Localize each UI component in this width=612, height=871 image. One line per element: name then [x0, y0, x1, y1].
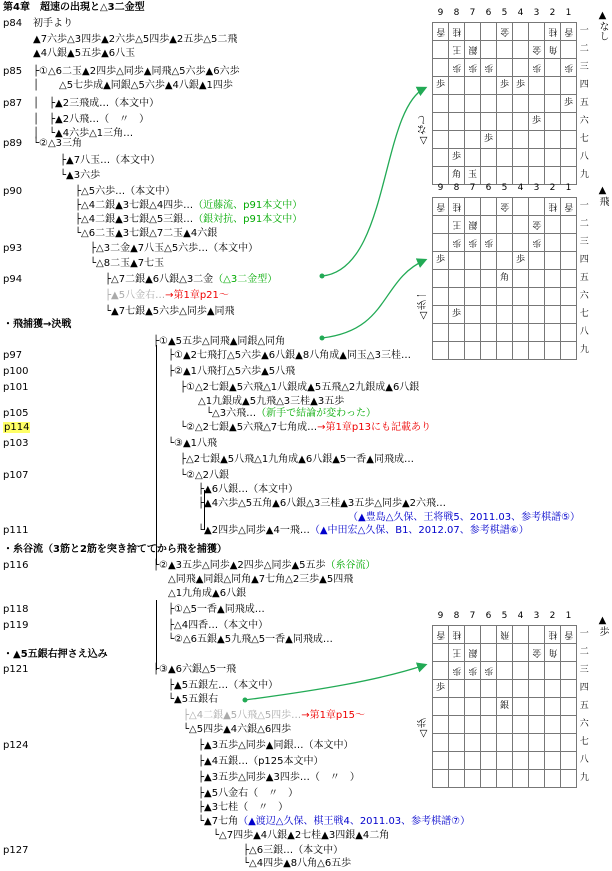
- board-square: 歩: [561, 94, 577, 112]
- page-number: p85: [3, 66, 23, 77]
- file-label: 1: [565, 183, 572, 194]
- page-number: p111: [3, 525, 29, 536]
- file-label: 8: [453, 8, 460, 19]
- page-number: p94: [3, 274, 23, 285]
- tree-line: ├②▲1八飛打△5六歩▲5八飛: [168, 366, 296, 377]
- board-square: 歩: [433, 251, 449, 269]
- file-label: 9: [437, 611, 444, 622]
- file-label: 7: [469, 8, 476, 19]
- rank-label: 七: [579, 737, 589, 747]
- file-label: 3: [533, 8, 540, 19]
- page-number: p90: [3, 186, 23, 197]
- tree-line: ├▲5八金右（ 〃 ）: [198, 788, 299, 799]
- move-text: ├△4二銀▲3七銀△5三銀…: [75, 214, 194, 225]
- tree-line: ├▲3七桂（ 〃 ）: [198, 802, 289, 813]
- rank-label: 四: [579, 683, 589, 693]
- board-square: 歩: [529, 112, 545, 130]
- move-text: ├△7二銀▲6八銀△3二金: [105, 274, 214, 285]
- page-number: p121: [3, 664, 29, 675]
- board-square: 飛: [497, 625, 513, 643]
- board-square: 角: [449, 166, 465, 184]
- tree-line: ├①△5一香▲同飛成…: [168, 604, 265, 615]
- section-heading: ・飛捕獲→決戦: [3, 319, 72, 330]
- page-number: p87: [3, 98, 23, 109]
- board-square: 王: [449, 40, 465, 58]
- rank-label: 八: [579, 755, 589, 765]
- rank-label: 四: [579, 80, 589, 90]
- board-square: 歩: [513, 251, 529, 269]
- rank-label: 五: [579, 98, 589, 108]
- rank-label: 六: [579, 291, 589, 301]
- annotation: （△3二金型）: [213, 274, 278, 285]
- file-label: 1: [565, 611, 572, 622]
- arrow-dot: [243, 698, 248, 703]
- move-text: └△3六飛…: [206, 408, 257, 419]
- tree-line: │ ├▲2三飛成…（本文中）: [33, 98, 160, 109]
- rank-label: 二: [579, 44, 589, 54]
- board-square: 歩: [513, 76, 529, 94]
- rank-label: 三: [579, 237, 589, 247]
- tree-line: └③▲1八飛: [168, 438, 218, 449]
- file-label: 4: [517, 8, 524, 19]
- move-text: └②△2七銀▲5六飛△7七角成…: [180, 422, 318, 433]
- board-square: 王: [449, 215, 465, 233]
- tree-line: │ △5七歩成▲同銀△5六歩▲4八銀▲1四歩: [33, 80, 233, 91]
- tree-line: └②△6五銀▲5九飛△5一香▲同飛成…: [168, 634, 333, 645]
- rank-label: 二: [579, 219, 589, 229]
- tree-line: ├①△6二玉▲2四歩△同歩▲同飛△5六歩▲6六歩: [33, 66, 240, 77]
- file-label: 6: [485, 183, 492, 194]
- board-square: 金: [497, 22, 513, 40]
- tree-line: ├△2七銀▲5八飛△1九角成▲6八銀▲5一香▲同飛成…: [180, 454, 414, 465]
- page-number: p116: [3, 560, 29, 571]
- rank-label: 九: [579, 345, 589, 355]
- tree-line: ├▲3五歩△同歩▲同銀…（本文中）: [198, 740, 354, 751]
- tree-line: └△8二玉▲7七玉: [90, 258, 165, 269]
- rank-label: 四: [579, 255, 589, 265]
- page-number: p124: [3, 740, 29, 751]
- move-text: ├△4二銀▲5八飛△5四歩…: [183, 710, 302, 721]
- rank-label: 一: [579, 26, 589, 36]
- file-label: 9: [437, 8, 444, 19]
- tree-line: ├▲6八銀…（本文中）: [198, 484, 299, 495]
- board-square: 角: [545, 40, 561, 58]
- board-square: 銀: [465, 643, 481, 661]
- board-square: 金: [529, 215, 545, 233]
- file-label: 7: [469, 183, 476, 194]
- tree-line: ├③▲6六銀△5一飛: [153, 664, 237, 675]
- board-square: 角: [545, 643, 561, 661]
- move-text: └▲2四歩△同歩▲4一飛…: [198, 525, 310, 536]
- page-number: p105: [3, 408, 29, 419]
- tree-line: ├①▲5五歩△同飛▲同銀△同角: [153, 336, 286, 347]
- annotation: （新手で結論が変わった）: [256, 408, 376, 419]
- board-square: 歩: [497, 76, 513, 94]
- board-square: 銀: [465, 215, 481, 233]
- tree-line: ▲7六歩△3四歩▲2六歩△5四歩▲2五歩△5二飛: [33, 34, 238, 45]
- rank-label: 六: [579, 116, 589, 126]
- board-square: 桂: [545, 197, 561, 215]
- file-label: 5: [501, 183, 508, 194]
- board-square: 歩: [481, 233, 497, 251]
- page-title: 第4章 超速の出現と△3二金型: [3, 2, 145, 13]
- rank-label: 三: [579, 62, 589, 72]
- board-square: 歩: [481, 661, 497, 679]
- file-label: 9: [437, 183, 444, 194]
- board-square: 玉: [465, 166, 481, 184]
- tree-line: └△4四歩▲8八角△6五歩: [243, 858, 352, 869]
- board-square: 歩: [481, 58, 497, 76]
- tree-line: ├▲7八玉…（本文中）: [60, 155, 161, 166]
- board-square: 香: [561, 625, 577, 643]
- file-label: 2: [549, 611, 556, 622]
- gote-hand: △なし: [418, 115, 429, 146]
- page-number: p107: [3, 470, 29, 481]
- page-number: p103: [3, 438, 29, 449]
- tree-line: △1九銀成▲5九飛△3三桂▲3五歩: [198, 396, 345, 407]
- file-label: 2: [549, 183, 556, 194]
- board-square: 角: [497, 269, 513, 287]
- move-text: └▲7七角: [198, 816, 239, 827]
- page-number: p97: [3, 350, 23, 361]
- board-square: 歩: [433, 76, 449, 94]
- board-square: 歩: [465, 233, 481, 251]
- arrow-dot: [320, 274, 325, 279]
- board-square: 歩: [449, 305, 465, 323]
- tree-line: ├①▲2七飛打△5六歩▲6八銀▲8八角成▲同玉△3三桂…: [168, 350, 411, 361]
- board-square: 桂: [545, 22, 561, 40]
- file-label: 5: [501, 8, 508, 19]
- board-square: 香: [433, 197, 449, 215]
- page-number: p127: [3, 845, 29, 856]
- file-label: 2: [549, 8, 556, 19]
- file-label: 6: [485, 611, 492, 622]
- highlight-label: p114: [4, 422, 30, 433]
- cross-ref: →第1章p15～: [301, 710, 366, 721]
- tree-line: └△6二玉▲3七銀△7二玉▲4六銀: [75, 228, 218, 239]
- game-reference: （▲中田宏△久保、B1、2012.07、参考棋譜⑥）: [309, 525, 529, 536]
- tree-line: ├▲5五銀左…（本文中）: [168, 680, 279, 691]
- board-square: 歩: [465, 661, 481, 679]
- board-square: 香: [433, 625, 449, 643]
- file-label: 6: [485, 8, 492, 19]
- tree-line: └▲7七銀▲5六歩△同歩▲同飛: [105, 306, 235, 317]
- game-reference: （▲豊島△久保、王将戦5、2011.03、参考棋譜⑤）: [348, 512, 581, 523]
- tree-line: △同飛▲同銀△同角▲7七角△2三歩▲5四飛: [168, 574, 354, 585]
- board-square: 歩: [449, 148, 465, 166]
- rank-label: 七: [579, 309, 589, 319]
- rank-label: 五: [579, 701, 589, 711]
- rank-label: 八: [579, 327, 589, 337]
- annotation: （糸谷流）: [325, 560, 376, 571]
- rank-label: 一: [579, 629, 589, 639]
- file-label: 8: [453, 183, 460, 194]
- board-square: 歩: [529, 233, 545, 251]
- gote-hand: △歩一: [418, 290, 429, 321]
- file-label: 4: [517, 611, 524, 622]
- arrow-dot: [320, 336, 325, 341]
- move-text: ├△4二銀▲3七銀△4四歩…: [75, 200, 194, 211]
- board-square: 桂: [449, 197, 465, 215]
- tree-line: └②△2八銀: [180, 470, 230, 481]
- cross-ref: →第1章p13にも記載あり: [317, 422, 431, 433]
- section-heading: ・▲5五銀右押さえ込み: [3, 649, 108, 660]
- board-square: 桂: [449, 22, 465, 40]
- tree-line: └△5四歩▲4六銀△6四歩: [183, 724, 292, 735]
- annotation: （近藤流、p91本文中）: [193, 200, 303, 211]
- tree-line: ├△3二金▲7八玉△5六歩…（本文中）: [90, 243, 259, 254]
- tree-line: │ └▲4六歩△1三角…: [33, 128, 134, 139]
- tree-line: ├△4四香…（本文中）: [168, 620, 269, 631]
- board-square: 歩: [481, 130, 497, 148]
- file-label: 4: [517, 183, 524, 194]
- annotation: （銀対抗、p91本文中）: [193, 214, 303, 225]
- rank-label: 九: [579, 773, 589, 783]
- tree-line: └②△3三角: [33, 138, 83, 149]
- board-square: 金: [529, 643, 545, 661]
- cross-ref: →第1章p21～: [165, 290, 229, 301]
- board-square: 桂: [449, 625, 465, 643]
- board-square: 歩: [449, 58, 465, 76]
- game-reference: （▲渡辺△久保、棋王戦4、2011.03、参考棋譜⑦）: [238, 816, 471, 827]
- board-square: 桂: [545, 625, 561, 643]
- board-square: 王: [449, 643, 465, 661]
- tree-line: └△7四歩▲4八銀▲2七桂▲3四銀▲4二角: [213, 830, 390, 841]
- rank-label: 二: [579, 647, 589, 657]
- rank-label: 八: [579, 152, 589, 162]
- page-number: p84: [3, 18, 23, 29]
- file-label: 3: [533, 611, 540, 622]
- file-label: 7: [469, 611, 476, 622]
- rank-label: 七: [579, 134, 589, 144]
- tree-line: 初手より: [33, 18, 73, 29]
- file-label: 3: [533, 183, 540, 194]
- tree-line: └▲5五銀右: [168, 694, 219, 705]
- board-square: 歩: [449, 661, 465, 679]
- sente-hand: ▲なし: [597, 10, 608, 41]
- sente-hand: ▲歩: [597, 615, 608, 636]
- page-number: p93: [3, 243, 23, 254]
- rank-label: 三: [579, 665, 589, 675]
- page-number: p100: [3, 366, 29, 377]
- tree-line: └▲3六歩: [60, 170, 101, 181]
- board-square: 歩: [465, 58, 481, 76]
- board-square: 香: [561, 22, 577, 40]
- board-square: 金: [529, 40, 545, 58]
- page-number: p119: [3, 620, 29, 631]
- board-square: 歩: [449, 233, 465, 251]
- board-square: 銀: [497, 697, 513, 715]
- gote-hand: △歩: [418, 718, 429, 739]
- page-number: p101: [3, 382, 29, 393]
- file-label: 1: [565, 8, 572, 19]
- rank-label: 九: [579, 170, 589, 180]
- tree-line: ├▲4六歩△5五角▲6八銀△3三桂▲3五歩△同歩▲2六飛…: [198, 498, 447, 509]
- file-label: 5: [501, 611, 508, 622]
- arrow-to-board-3: [245, 665, 425, 700]
- section-heading: ・糸谷流（3筋と2筋を突き捨ててから飛を捕獲）: [3, 544, 227, 555]
- board-square: 歩: [561, 58, 577, 76]
- board-square: 銀: [465, 40, 481, 58]
- tree-line: ├△6三銀…（本文中）: [243, 845, 344, 856]
- tree-line: ▲4八銀▲5五歩▲6八玉: [33, 48, 136, 59]
- page-number: p118: [3, 604, 29, 615]
- page-number: p89: [3, 138, 23, 149]
- sente-hand: ▲飛: [597, 185, 608, 206]
- tree-line: ├△5六歩…（本文中）: [75, 186, 176, 197]
- rank-label: 一: [579, 201, 589, 211]
- board-square: 香: [561, 197, 577, 215]
- board-square: 歩: [529, 58, 545, 76]
- board-square: 歩: [433, 679, 449, 697]
- move-text: ├②▲3五歩△同歩▲2四歩△同歩▲5五歩: [153, 560, 326, 571]
- file-label: 8: [453, 611, 460, 622]
- board-square: 香: [433, 22, 449, 40]
- tree-line: ├①△2七銀▲5六飛△1八銀成▲5五飛△2九銀成▲6八銀: [180, 382, 420, 393]
- arrow-to-board-1: [322, 88, 425, 276]
- tree-line: ├▲3五歩△同歩▲3四歩…（ 〃 ）: [198, 772, 360, 783]
- tree-line: ├▲4五銀…（p125本文中）: [198, 756, 324, 767]
- move-text: ├▲5八金右…: [105, 290, 166, 301]
- board-square: 金: [497, 197, 513, 215]
- tree-line: │ ├▲2八飛…（ 〃 ）: [33, 114, 150, 125]
- rank-label: 六: [579, 719, 589, 729]
- tree-line: △1九角成▲6八銀: [168, 588, 247, 599]
- rank-label: 五: [579, 273, 589, 283]
